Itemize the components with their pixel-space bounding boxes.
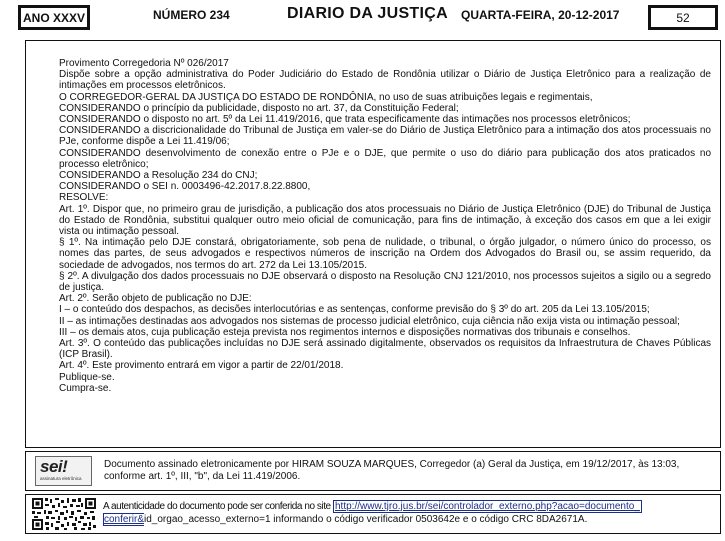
article-1-paragraph-2: § 2º. A divulgação dos dados processuais no DJE observará o disposto na Resolução CNJ 121/2010, nos processos sujeitos a sigilo ou a segredo de justiça. xyxy=(59,270,711,294)
sei-logo xyxy=(35,456,92,486)
considerando: CONSIDERANDO a Resolução 234 do CNJ; xyxy=(59,170,258,182)
signature-text: Documento assinado eletronicamente por HIRAM SOUZA MARQUES, Corregedor (a) Geral da Justiça, em 19/12/2017, às 13:03, conforme art. 1º, III, "b", da Lei 11.419/2006. xyxy=(104,459,680,482)
article-4: Art. 4º. Este provimento entrará em vigor a partir de 22/01/2018. xyxy=(59,360,344,372)
verification-url-continued[interactable]: conferir& xyxy=(104,514,145,525)
closing-publish: Publique-se. xyxy=(59,371,115,383)
year-box: ANO XXXV xyxy=(18,5,90,30)
resolve-label: RESOLVE: xyxy=(59,192,109,204)
page-header xyxy=(0,0,725,36)
verification-lead: A autenticidade do documento pode ser conferida no site xyxy=(103,501,333,512)
article-1: Art. 1º. Dispor que, no primeiro grau de jurisdição, a publicação dos atos processuais no Diário de Justiça Eletrônico (DJE) do Tribunal de Justiça do Estado de Rondônia, substitui qualquer outro meio oficial de comunicação, para fins de intimação, à exceção dos casos em que a lei exigir vista ou intimação pessoal. xyxy=(59,203,711,238)
signature-box xyxy=(25,451,721,491)
verification-text xyxy=(103,500,715,526)
sei-logo-subtext: assinatura eletrônica xyxy=(40,476,82,481)
article-2-item-1: I – o conteúdo dos despachos, as decisões interlocutórias e as sentenças, conforme previsão do § 3º do art. 205 da Lei 13.105/2015; xyxy=(59,304,650,316)
verification-url[interactable]: http://www.tjro.jus.br/sei/controlador_externo.php?acao=documento_ xyxy=(334,501,640,512)
document-body xyxy=(33,58,711,394)
journal-title: DIARIO DA JUSTIÇA xyxy=(287,5,448,22)
page-number-box: 52 xyxy=(648,5,718,30)
verification-rest: id_orgao_acesso_externo=1 informando o código verificador 0503642e e o código CRC 8DA2671A. xyxy=(144,514,588,525)
considerando: CONSIDERANDO o disposto no art. 5º da Lei 11.419/2016, que trata especificamente das intimações nos processos eletrônicos; xyxy=(59,114,631,126)
issue-date: QUARTA-FEIRA, 20-12-2017 xyxy=(461,8,620,22)
verification-box xyxy=(25,494,721,534)
considerando: CONSIDERANDO desenvolvimento de conexão entre o PJe e o DJE, que permite o uso do diário para publicação dos atos praticados no processo eletrônico; xyxy=(59,147,711,170)
article-3: Art. 3º. O conteúdo das publicações incluídas no DJE será assinado digitalmente, observados os requisitos da Infraestrutura de Chaves Públicas (ICP Brasil). xyxy=(59,338,711,361)
considerando: CONSIDERANDO o princípio da publicidade, disposto no art. 37, da Constituição Federal; xyxy=(59,102,459,114)
document-heading: Provimento Corregedoria Nº 026/2017 xyxy=(59,58,229,69)
considerando: CONSIDERANDO o SEI n. 0003496-42.2017.8.22.8800, xyxy=(59,181,311,193)
article-1-paragraph-1: § 1º. Na intimação pelo DJE constará, obrigatoriamente, sob pena de nulidade, o tribunal, o órgão julgador, o número único do processo, os nomes das partes, de seus advogados e respectivos números de inscrição na Ordem dos Advogados do Brasil ou, se assim requerido, da sociedade de advogados, nos termos do art. 272 da Lei 13.105/2015. xyxy=(59,237,711,271)
preamble: O CORREGEDOR-GERAL DA JUSTIÇA DO ESTADO DE RONDÔNIA, no uso de suas atribuições legais e regimentais, xyxy=(59,91,593,103)
article-2: Art. 2º. Serão objeto de publicação no DJE: xyxy=(59,293,252,305)
sei-logo-text: sei! xyxy=(40,457,68,476)
considerando: CONSIDERANDO a discricionalidade do Tribunal de Justiça em valer-se do Diário de Justiça Eletrônico para a intimação dos atos processuais no PJe, conforme dispõe a Lei 11.419/06; xyxy=(59,125,711,148)
ementa: Dispõe sobre a opção administrativa do Poder Judiciário do Estado de Rondônia utilizar o Diário de Justiça Eletrônico para a realização de intimações em processos eletrônicos. xyxy=(59,69,711,92)
article-2-item-3: III – os demais atos, cuja publicação esteja prevista nos regimentos internos e disposições normativas dos tribunais e conselhos. xyxy=(59,326,631,338)
qr-code-icon xyxy=(31,497,97,531)
article-2-item-2: II – as intimações destinadas aos advogados nos sistemas de processo judicial eletrônico, cuja ciência não exija vista ou intimação pessoal; xyxy=(59,315,680,327)
closing-comply: Cumpra-se. xyxy=(59,382,112,394)
issue-number: NÚMERO 234 xyxy=(153,8,230,22)
